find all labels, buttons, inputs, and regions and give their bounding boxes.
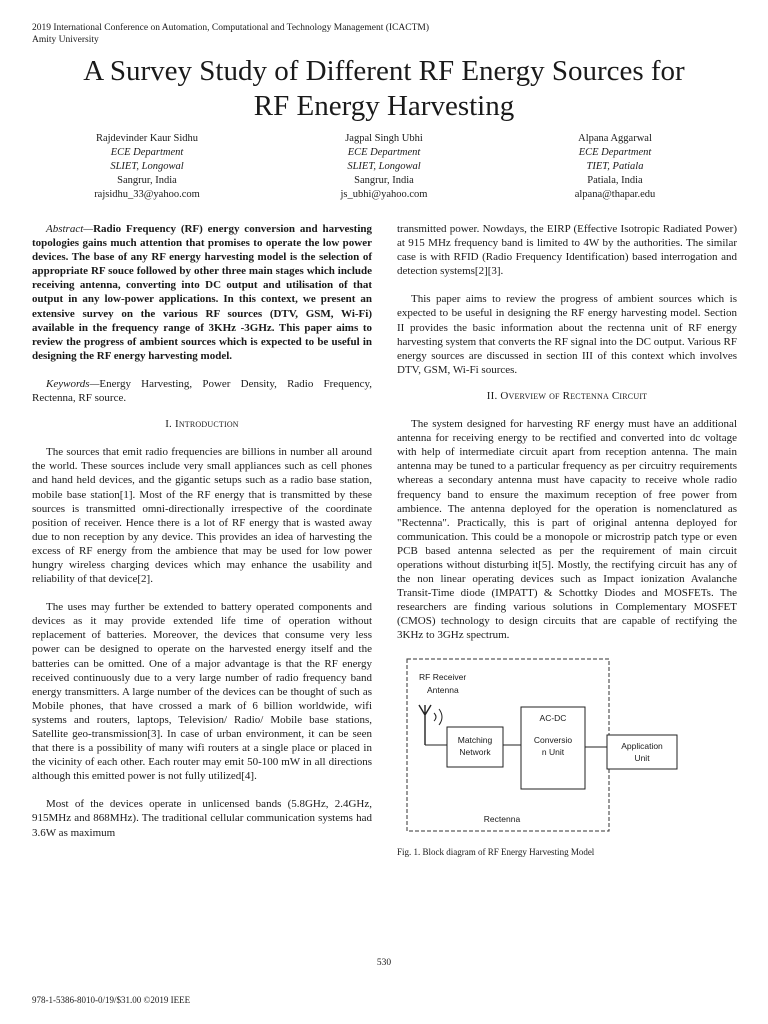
author-location: Patiala, India [587,175,643,186]
author-institution: SLIET, Longowal [347,161,421,172]
author-email[interactable]: alpana@thapar.edu [574,189,656,200]
label-matching [447,734,503,758]
conference-name: 2019 International Conference on Automation, Computational and Technology Management (ICACTM) [32,23,430,33]
author-name: Rajdevinder Kaur Sidhu [95,133,199,144]
paragraph: Most of the devices operate in unlicensed bands (5.8GHz, 2.4GHz, 915MHz and 868MHz). The traditional cellular communication systems had 3.6W as maximum [32,798,372,839]
label-application-2: Unit [634,752,650,763]
label-antenna: Antenna [427,684,459,695]
author-1 [32,132,262,202]
keywords-text: Energy Harvesting, Power Density, Radio Frequency, Rectenna, RF source. [32,377,372,405]
author-institution: SLIET, Longowal [110,161,184,172]
paragraph: The sources that emit radio frequencies are billions in number all around the world. These sources include very small appliances such as cell phones and hand held devices, and the gigantic setups such as a radio base station, mobile base station[1]. Most of the RF energy that is transmitted by these sources is transmitted omni-directionally irrespective of the coordinate position of receiver. Hence there is a lot of RF energy that is wasted away due to non reception by any device. This provides an idea of harvesting the excess of RF energy from the ambience that may be used for low power hungry wireless charging devices which may enhance the usability and reliability of that device[2]. [32,446,372,586]
author-3 [500,132,730,202]
abstract-label: Abstract— [46,223,94,235]
paragraph: The uses may further be extended to battery operated components and devices as it may provide extended life time of operation without replacement of batteries. Moreover, the devices that consume very less power can be designed to operate on the harvested energy itself and the batteries can be omitted. One of a major advantage is that the RF energy received continuously due to a very large number of radio frequency band energy transmitters. A large number of the devices can be thought of such as Mobile phones, that have crossed a mark of 6 billion worldwide, wifi systems and routers, laptops, Television/ Radio/ Mobile base stations, Satellite geo-transmission[3]. In case of urban environment, it can be seen that there is a possibility of many wifi routers at a single place or placed in the vicinity of each other. Each router may emit 50-100 mW in all directions although this emitted power is not fully utilized[4]. [32,601,372,783]
abstract [32,222,372,363]
author-institution: TIET, Patiala [586,161,644,172]
label-matching-1: Matching [457,734,493,745]
title-line-2: RF Energy Harvesting [253,90,515,122]
author-location: Sangrur, India [117,175,177,186]
title-line-1: A Survey Study of Different RF Energy Sources for [83,55,685,87]
section-heading-introduction: I. Introduction [165,418,239,431]
author-email[interactable]: rajsidhu_33@yahoo.com [94,189,200,200]
paper-title [0,54,768,124]
keywords [32,377,372,405]
author-2 [269,132,499,202]
page-number: 530 [376,958,392,968]
label-application [607,740,677,764]
author-name: Jagpal Singh Ubhi [345,133,423,144]
author-dept: ECE Department [347,147,421,158]
label-acdc: AC-DC [539,712,567,723]
label-rf-receiver: RF Receiver [419,671,467,682]
label-conversion [521,734,585,758]
author-location: Sangrur, India [354,175,414,186]
author-dept: ECE Department [110,147,184,158]
paragraph: The system designed for harvesting RF energy must have an additional antenna for receiving energy to be rectified and converted into dc voltage with help of intermediate circuit apart from reception antenna. The main antenna may be tuned to a particular frequency as per circuitry requirements whereas a secondary antenna must have capacity to receive whole radio frequency band to ensure the maximum reception of free power from ambience. The antenna deployed for the operation is nomenclatured as "Rectenna". Practically, this is part of original antenna deployed for communication. This could be a monopole or microstrip patch type or even PCB based antenna selected as per the requirement of main circuit operations without disturbing it[5]. Mostly, the rectifying circuit has any of the non linear operating devices such as Impact ionization Avalanche Transit-Time diode (IMPATT) & Schottky Diodes and MOSFETs. The researchers are finding various solutions in Complementary MOSFET (CMOS) technology to design circuits that are capable of rectifying the 3KHz to 3GHz spectrum. [397,418,737,642]
left-column [32,222,372,840]
right-column [397,222,737,859]
keywords-label: Keywords— [46,377,100,390]
label-conversion-2: n Unit [541,746,565,757]
section-heading-rectenna: II. Overview of Rectenna Circuit [486,389,648,402]
author-email[interactable]: js_ubhi@yahoo.com [340,189,428,200]
paragraph: transmitted power. Nowdays, the EIRP (Effective Isotropic Radiated Power) at 915 MHz frequency band is limited to 4W by the authorities. The similar case is with RFID (Radio Frequency Identification) based interrogation and detection systems[2][3]. [397,223,737,278]
antenna-icon [419,705,431,745]
paragraph: This paper aims to review the progress of ambient sources which is expected to be useful in designing the RF energy harvesting model. Section II provides the basic information about the rectenna unit of RF energy harvesting system that converts the RF signal into the DC output. Various RF energy sources are discussed in section III of this context which involves DTV, GSM, Wi-Fi sources. [397,293,737,376]
label-application-1: Application [621,740,663,751]
figure-caption: Fig. 1. Block diagram of RF Energy Harvesting Model [397,846,595,857]
conference-header [32,22,429,46]
abstract-text: Radio Frequency (RF) energy conversion and harvesting topologies gains much attention that promises to operate the low power devices. The base of any RF energy harvesting model is the selection of appropriate RF souce followed by other three main stages which include receiving antenna, converting into DC output and utilisation of that output in any low-power applications. In this context, we present an extensive survey on the various RF sources (DTV, GSM, Wi-Fi) available in the frequency range of 3KHz -3GHz. This paper aims to review the progress of ambient sources which is expected to be useful in designing the RF energy harvesting model. [32,223,372,362]
footer-copyright: 978-1-5386-8010-0/19/$31.00 ©2019 IEEE [32,995,191,1005]
block-diagram [397,653,737,843]
label-matching-2: Network [459,746,491,757]
author-name: Alpana Aggarwal [578,133,652,144]
label-conversion-1: Conversio [533,734,573,745]
university-name: Amity University [32,35,99,45]
author-dept: ECE Department [578,147,652,158]
label-rectenna: Rectenna [483,813,521,824]
wave-icon [434,709,442,725]
